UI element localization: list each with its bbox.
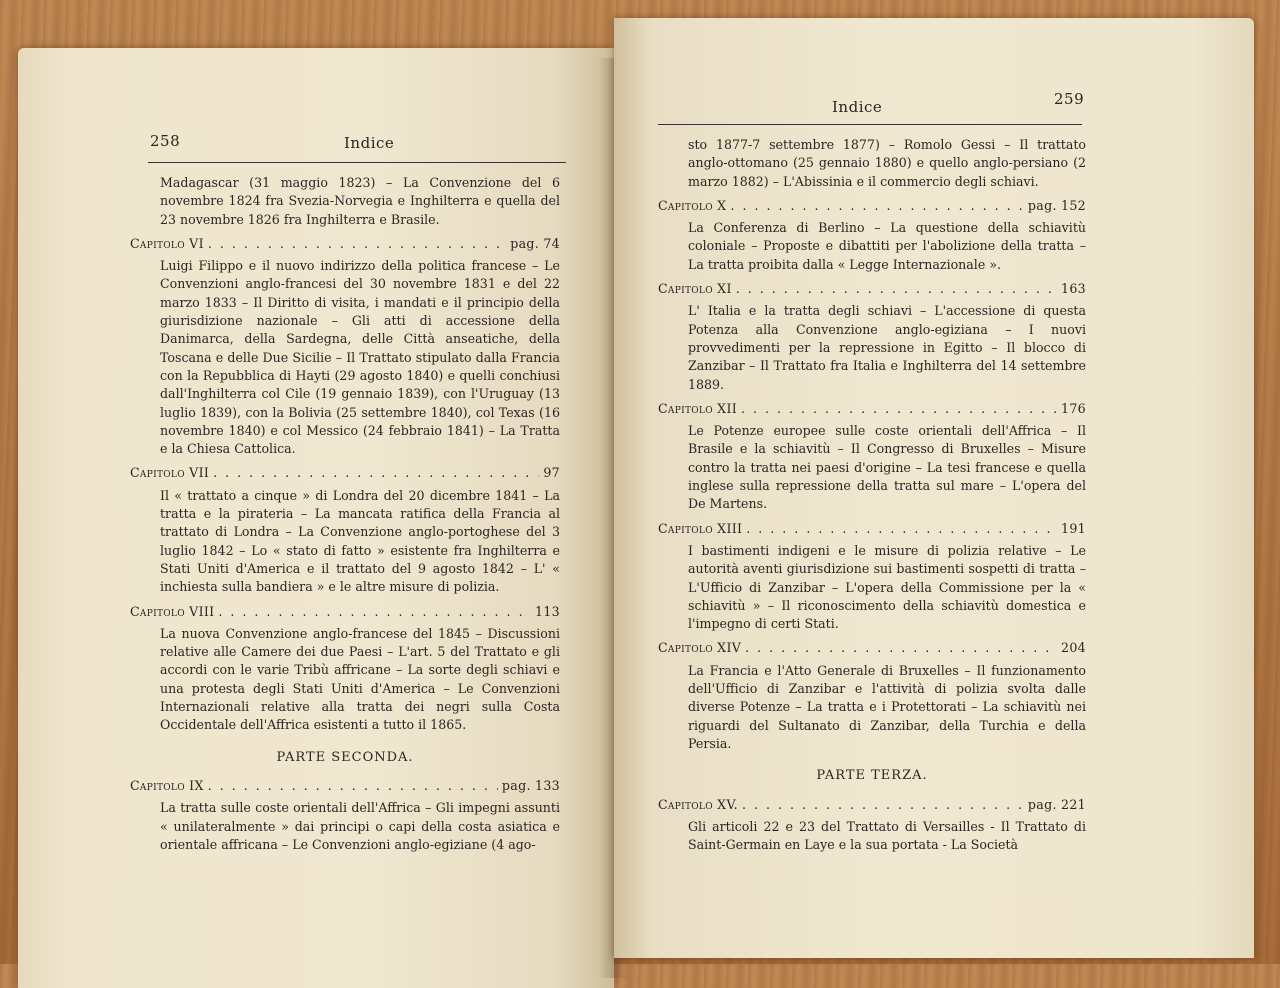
chapter-label: Capitolo XIV: [658, 640, 742, 656]
left-header-rule: [148, 162, 566, 163]
toc-entry-capitolo-viii[interactable]: [130, 603, 560, 621]
toc-entry-capitolo-xi[interactable]: [658, 280, 1086, 298]
chapter-page: 97: [543, 465, 560, 481]
chapter-label: Capitolo XIII: [658, 520, 743, 536]
chapter-label: Capitolo XV.: [658, 796, 738, 812]
chapter-page: pag. 221: [1027, 796, 1086, 812]
dot-leader: [208, 235, 506, 253]
chapter-summary: L' Italia e la tratta degli schiavi – L'accessione di questa Potenza alla Convenzione anglo-egiziana – I nuovi provvedimenti per la repressione in Egitto – Il blocco di Zanzibar – Il Trattato fra Italia e Inghilterra del 14 settembre 1889.: [688, 303, 1086, 392]
dot-leader: [218, 603, 531, 621]
chapter-page: pag. 74: [510, 235, 560, 251]
chapter-page: 204: [1061, 640, 1086, 656]
chapter-page: pag. 152: [1027, 197, 1086, 213]
left-page-number: 258: [150, 132, 181, 150]
chapter-label: Capitolo VI: [130, 235, 204, 251]
chapter-summary: Il « trattato a cinque » di Londra del 20 dicembre 1841 – La tratta e la pirateria – La mancata ratifica della Francia al trattato di Londra – La Convenzione anglo-portoghese del 3 luglio 1842 – Lo « stato di fatto » esistente fra Inghilterra e Stati Uniti d'America e il trattato del 9 agosto 1842 – L' « inchiesta sulla bandiera » e le altre misure di polizia.: [160, 487, 560, 595]
toc-entry-capitolo-vii[interactable]: [130, 464, 560, 482]
chapter-label: Capitolo XII: [658, 400, 738, 416]
chapter-label: Capitolo X: [658, 197, 727, 213]
chapter-page: 176: [1061, 400, 1086, 416]
right-page: [614, 18, 1254, 958]
dot-leader: [208, 777, 498, 795]
dot-leader: [745, 639, 1057, 657]
dot-leader: [746, 520, 1057, 538]
chapter-page: 163: [1061, 281, 1086, 297]
chapter-page: 191: [1061, 520, 1086, 536]
chapter-summary: Gli articoli 22 e 23 del Trattato di Versailles - Il Trattato di Saint-Germain en Laye e la sua portata - La Società: [688, 818, 1086, 853]
chapter-summary: La Francia e l'Atto Generale di Bruxelles – Il funzionamento dell'Ufficio di Zanzibar e l'attività di polizia svolta dalle diverse Potenze – La tratta e i Protettorati – La schiavitù nei riguardi del Sultanato di Zanzibar, della Turchia e della Persia.: [688, 662, 1086, 751]
toc-entry-capitolo-ix[interactable]: [130, 777, 560, 795]
dot-leader: [741, 400, 1057, 418]
dot-leader: [736, 280, 1057, 298]
chapter-summary: La tratta sulle coste orientali dell'Affrica – Gli impegni assunti « unilateralmente » dai principi o capi della costa asiatica e orientale affricana – Le Convenzioni anglo-egiziane (4 ago-: [160, 800, 560, 852]
chapter-summary: I bastimenti indigeni e le misure di polizia relative – Le autorità aventi giurisdizione sui bastimenti sospetti di tratta – L'Ufficio di Zanzibar – L'opera della Commissione per la « schiavitù » – Il riconoscimento della schiavitù domestica e l'impegno di certi Stati.: [688, 542, 1086, 632]
right-header-rule: [658, 124, 1082, 125]
chapter-label: Capitolo VII: [130, 465, 210, 481]
left-page-header-title: Indice: [344, 134, 395, 152]
toc-entry-capitolo-xii[interactable]: [658, 400, 1086, 418]
toc-entry-capitolo-xiv[interactable]: [658, 639, 1086, 657]
continuation-text: Madagascar (31 maggio 1823) – La Convenzione del 6 novembre 1824 fra Svezia-Norvegia e Inghilterra e quella del 23 novembre 1826 fra Inghilterra e Brasile.: [160, 175, 560, 227]
open-book: [18, 18, 1254, 978]
part-heading: PARTE TERZA.: [816, 768, 928, 784]
toc-entry-capitolo-xv[interactable]: [658, 796, 1086, 814]
toc-entry-capitolo-xiii[interactable]: [658, 520, 1086, 538]
chapter-label: Capitolo XI: [658, 281, 732, 297]
dot-leader: [213, 464, 539, 482]
chapter-label: Capitolo IX: [130, 777, 204, 793]
right-page-content: [658, 136, 1086, 854]
dot-leader: [742, 796, 1024, 814]
left-page-content: [130, 174, 560, 854]
continuation-text: sto 1877-7 settembre 1877) – Romolo Gessi – Il trattato anglo-ottomano (25 gennaio 1880) e quello anglo-persiano (2 marzo 1882) – L'Abissinia e il commercio degli schiavi.: [688, 137, 1086, 189]
dot-leader: [730, 197, 1023, 215]
chapter-summary: La nuova Convenzione anglo-francese del 1845 – Discussioni relative alle Camere dei due Paesi – L'art. 5 del Trattato e gli accordi con le varie Tribù affricane – La sorte degli schiavi e una protesta degli Stati Uniti d'America – Le Convenzioni Internazionali relative alla tratta dei negri sulla Costa Occidentale dell'Affrica esistenti a tutto il 1865.: [160, 625, 560, 733]
chapter-page: pag. 133: [501, 777, 560, 793]
chapter-summary: Luigi Filippo e il nuovo indirizzo della politica francese – Le Convenzioni anglo-francesi del 30 novembre 1831 e del 22 marzo 1833 – Il Diritto di visita, i mandati e il principio della giurisdizione nazionale – Gli atti di accessione della Danimarca, della Sardegna, delle Città anseatiche, della Toscana e delle Due Sicilie – Il Trattato stipulato dalla Francia con la Repubblica di Hayti (29 agosto 1840) e quelli conchiusi dall'Inghilterra col Cile (19 gennaio 1839), con l'Uruguay (13 luglio 1839), con la Bolivia (25 settembre 1840), col Texas (16 novembre 1840) e col Messico (24 febbraio 1841) – La Tratta e la Chiesa Cattolica.: [160, 258, 560, 457]
right-page-number: 259: [1054, 90, 1085, 108]
chapter-summary: Le Potenze europee sulle coste orientali dell'Affrica – Il Brasile e la schiavitù – Il Congresso di Bruxelles – Misure contro la tratta nei paesi d'origine – La tesi francese e quella inglese sulla repressione della tratta sul mare – L'opera del De Martens.: [688, 423, 1086, 512]
chapter-page: 113: [535, 603, 560, 619]
toc-entry-capitolo-vi[interactable]: [130, 235, 560, 253]
toc-entry-capitolo-x[interactable]: [658, 197, 1086, 215]
chapter-summary: La Conferenza di Berlino – La questione della schiavitù coloniale – Proposte e dibattiti per l'abolizione della tratta – La tratta proibita dalla « Legge Internazionale ».: [688, 220, 1086, 272]
left-page: [18, 48, 614, 988]
part-heading: PARTE SECONDA.: [276, 749, 414, 765]
right-page-header-title: Indice: [832, 98, 883, 116]
chapter-label: Capitolo VIII: [130, 603, 215, 619]
